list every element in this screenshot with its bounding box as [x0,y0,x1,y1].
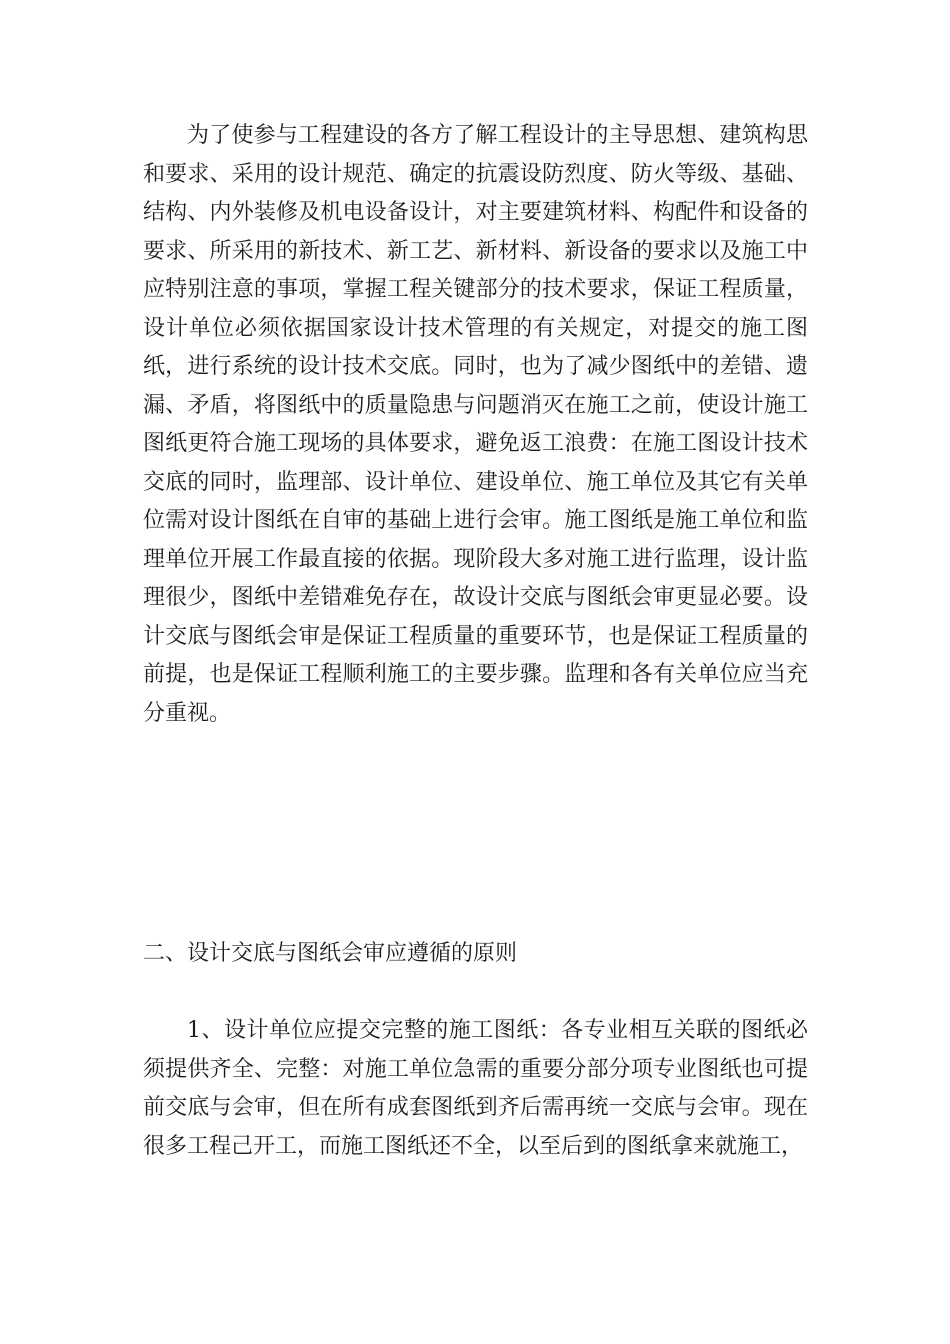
body-paragraph: 为了使参与工程建设的各方了解工程设计的主导思想、建筑构思和要求、采用的设计规范、确定的抗震设防烈度、防火等级、基础、结构、内外装修及机电设备设计，对主要建筑材料、构配件和设备的要求、所采用的新技术、新工艺、新材料、新设备的要求以及施工中应特别注意的事项，掌握工程关键部分的技术要求，保证工程质量，设计单位必须依据国家设计技术管理的有关规定，对提交的施工图纸，进行系统的设计技术交底。同时，也为了减少图纸中的差错、遗漏、矛盾，将图纸中的质量隐患与问题消灭在施工之前，使设计施工图纸更符合施工现场的具体要求，避免返工浪费：在施工图设计技术交底的同时，监理部、设计单位、建设单位、施工单位及其它有关单位需对设计图纸在自审的基础上进行会审。施工图纸是施工单位和监理单位开展工作最直接的依据。现阶段大多对施工进行监理，设计监理很少，图纸中差错难免存在，故设计交底与图纸会审更显必要。设计交底与图纸会审是保证工程质量的重要环节，也是保证工程质量的前提，也是保证工程顺利施工的主要步骤。监理和各有关单位应当充分重视。 [143,123,808,726]
section-heading: 二、设计交底与图纸会审应遵循的原则 [143,941,518,966]
body-paragraph-principle-1: 1、设计单位应提交完整的施工图纸：各专业相互关联的图纸必须提供齐全、完整：对施工单位急需的重要分部分项专业图纸也可提前交底与会审，但在所有成套图纸到齐后需再统一交底与会审。现在很多工程己开工，而施工图纸还不全，以至后到的图纸拿来就施工， [143,1018,808,1159]
